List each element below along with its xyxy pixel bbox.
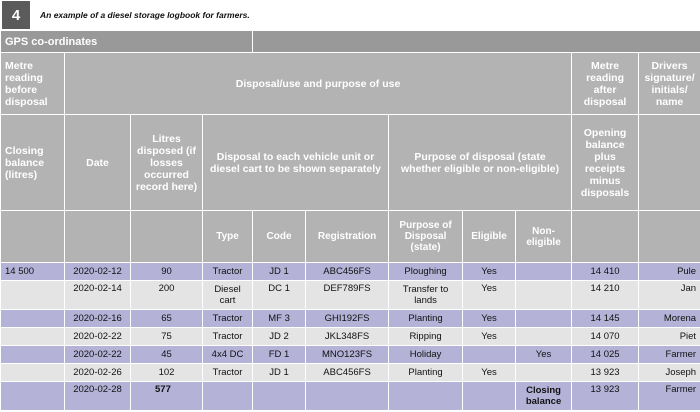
blank-subheader-1 bbox=[1, 211, 65, 263]
gps-value bbox=[253, 31, 700, 53]
table-row bbox=[1, 346, 700, 364]
opening-cell: 14 025 bbox=[572, 346, 639, 364]
table-row bbox=[1, 263, 700, 281]
closing-cell bbox=[1, 281, 65, 310]
code-cell: FD 1 bbox=[253, 346, 306, 364]
driver-cell: Morena bbox=[639, 310, 700, 328]
registration-cell: DEF789FS bbox=[306, 281, 389, 310]
caption-text: An example of a diesel storage logbook for farmers. bbox=[40, 10, 250, 20]
total-blank-cell bbox=[253, 382, 306, 411]
driver-cell: Piet bbox=[639, 328, 700, 346]
total-opening-cell: 13 923 bbox=[572, 382, 639, 411]
non-eligible-cell bbox=[516, 281, 572, 310]
driver-cell: Jan bbox=[639, 281, 700, 310]
closing-cell bbox=[1, 364, 65, 382]
litres-cell: 200 bbox=[131, 281, 203, 310]
non-eligible-cell bbox=[516, 328, 572, 346]
table-row bbox=[1, 281, 700, 310]
purpose-state-header: Purpose of Disposal (state) bbox=[389, 211, 463, 263]
code-cell: DC 1 bbox=[253, 281, 306, 310]
non-eligible-cell bbox=[516, 364, 572, 382]
driver-cell: Pule bbox=[639, 263, 700, 281]
opening-cell: 13 923 bbox=[572, 364, 639, 382]
opening-cell: 14 210 bbox=[572, 281, 639, 310]
purpose-cell: Ploughing bbox=[389, 263, 463, 281]
total-row bbox=[1, 382, 700, 411]
eligible-header: Eligible bbox=[463, 211, 516, 263]
table-row bbox=[1, 328, 700, 346]
eligible-cell: Yes bbox=[463, 263, 516, 281]
diesel-logbook-table bbox=[0, 30, 700, 411]
total-blank-cell bbox=[306, 382, 389, 411]
type-cell: Tractor bbox=[203, 328, 253, 346]
eligible-cell: Yes bbox=[463, 310, 516, 328]
blank-subheader-4 bbox=[572, 211, 639, 263]
code-cell: JD 1 bbox=[253, 364, 306, 382]
disposal-each-header: Disposal to each vehicle unit or diesel cart to be shown separately bbox=[203, 115, 389, 211]
metre-after-header: Metre reading after disposal bbox=[572, 53, 639, 115]
litres-cell: 90 bbox=[131, 263, 203, 281]
type-cell: Diesel cart bbox=[203, 281, 253, 310]
litres-cell: 65 bbox=[131, 310, 203, 328]
purpose-cell: Holiday bbox=[389, 346, 463, 364]
date-cell: 2020-02-16 bbox=[65, 310, 131, 328]
type-cell: 4x4 DC bbox=[203, 346, 253, 364]
registration-header: Registration bbox=[306, 211, 389, 263]
opening-cell: 14 070 bbox=[572, 328, 639, 346]
type-header: Type bbox=[203, 211, 253, 263]
metre-before-header: Metre reading before disposal bbox=[1, 53, 65, 115]
closing-balance-header: Closing balance (litres) bbox=[1, 115, 65, 211]
driver-cell: Farmer bbox=[639, 346, 700, 364]
eligible-cell: Yes bbox=[463, 328, 516, 346]
date-cell: 2020-02-14 bbox=[65, 281, 131, 310]
closing-cell bbox=[1, 346, 65, 364]
type-cell: Tractor bbox=[203, 310, 253, 328]
purpose-disposal-header: Purpose of disposal (state whether eligible or non-eligible) bbox=[389, 115, 572, 211]
driver-cell: Joseph bbox=[639, 364, 700, 382]
date-header: Date bbox=[65, 115, 131, 211]
purpose-cell: Planting bbox=[389, 364, 463, 382]
registration-cell: MNO123FS bbox=[306, 346, 389, 364]
closing-cell: 14 500 bbox=[1, 263, 65, 281]
code-cell: JD 2 bbox=[253, 328, 306, 346]
type-cell: Tractor bbox=[203, 364, 253, 382]
table-row bbox=[1, 364, 700, 382]
code-cell: JD 1 bbox=[253, 263, 306, 281]
closing-balance-label: Closing balance bbox=[516, 382, 572, 411]
drivers-blank-header bbox=[639, 115, 700, 211]
opening-cell: 14 145 bbox=[572, 310, 639, 328]
code-header: Code bbox=[253, 211, 306, 263]
date-cell: 2020-02-22 bbox=[65, 328, 131, 346]
total-date-cell: 2020-02-28 bbox=[65, 382, 131, 411]
date-cell: 2020-02-26 bbox=[65, 364, 131, 382]
closing-cell bbox=[1, 310, 65, 328]
total-blank-cell bbox=[389, 382, 463, 411]
disposal-use-header: Disposal/use and purpose of use bbox=[65, 53, 572, 115]
litres-cell: 75 bbox=[131, 328, 203, 346]
litres-cell: 102 bbox=[131, 364, 203, 382]
litres-cell: 45 bbox=[131, 346, 203, 364]
type-cell: Tractor bbox=[203, 263, 253, 281]
blank-subheader-3 bbox=[131, 211, 203, 263]
figure-number: 4 bbox=[2, 1, 30, 29]
total-blank-cell bbox=[203, 382, 253, 411]
total-blank-cell bbox=[463, 382, 516, 411]
non-eligible-cell: Yes bbox=[516, 346, 572, 364]
registration-cell: ABC456FS bbox=[306, 263, 389, 281]
closing-cell bbox=[1, 328, 65, 346]
table-row bbox=[1, 310, 700, 328]
purpose-cell: Planting bbox=[389, 310, 463, 328]
non-eligible-cell bbox=[516, 263, 572, 281]
total-blank-cell bbox=[1, 382, 65, 411]
opening-balance-header: Opening balance plus receipts minus disposals bbox=[572, 115, 639, 211]
blank-subheader-5 bbox=[639, 211, 700, 263]
registration-cell: ABC456FS bbox=[306, 364, 389, 382]
eligible-cell bbox=[463, 346, 516, 364]
registration-cell: JKL348FS bbox=[306, 328, 389, 346]
code-cell: MF 3 bbox=[253, 310, 306, 328]
litres-disposed-header: Litres disposed (if losses occurred record here) bbox=[131, 115, 203, 211]
purpose-cell: Ripping bbox=[389, 328, 463, 346]
gps-label: GPS co-ordinates bbox=[1, 31, 253, 53]
eligible-cell: Yes bbox=[463, 281, 516, 310]
non-eligible-cell bbox=[516, 310, 572, 328]
total-litres-cell: 577 bbox=[131, 382, 203, 411]
date-cell: 2020-02-22 bbox=[65, 346, 131, 364]
blank-subheader-2 bbox=[65, 211, 131, 263]
registration-cell: GHI192FS bbox=[306, 310, 389, 328]
non-eligible-header: Non-eligible bbox=[516, 211, 572, 263]
figure-caption bbox=[0, 0, 700, 30]
total-driver-cell: Farmer bbox=[639, 382, 700, 411]
eligible-cell: Yes bbox=[463, 364, 516, 382]
purpose-cell: Transfer to lands bbox=[389, 281, 463, 310]
date-cell: 2020-02-12 bbox=[65, 263, 131, 281]
drivers-header: Drivers signature/ initials/ name bbox=[639, 53, 700, 115]
opening-cell: 14 410 bbox=[572, 263, 639, 281]
